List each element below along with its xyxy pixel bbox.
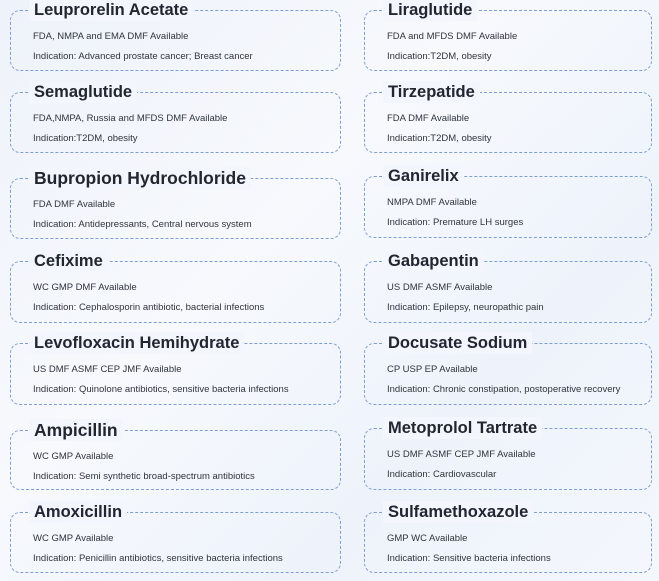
product-indication: Indication: Advanced prostate cancer; Breast cancer bbox=[33, 51, 253, 62]
product-name: Ganirelix bbox=[383, 165, 464, 187]
product-approvals: FDA,NMPA, Russia and MFDS DMF Available bbox=[33, 113, 228, 124]
product-card-bupropion-hydrochloride bbox=[10, 168, 341, 239]
product-approvals: FDA and MFDS DMF Available bbox=[387, 31, 518, 42]
product-card-ampicillin bbox=[10, 420, 341, 490]
product-indication: Indication: Cephalosporin antibiotic, bacterial infections bbox=[33, 302, 265, 313]
product-card-semaglutide bbox=[10, 83, 341, 153]
product-indication: Indication: Antidepressants, Central nervous system bbox=[33, 219, 252, 230]
product-name: Gabapentin bbox=[383, 250, 484, 272]
product-indication: Indication: Sensitive bacteria infections bbox=[387, 553, 551, 564]
product-name: Amoxicillin bbox=[29, 501, 127, 523]
product-name: Leuprorelin Acetate bbox=[29, 0, 193, 21]
product-card-ganirelix bbox=[364, 167, 652, 238]
product-indication: Indication: Semi synthetic broad-spectrum antibiotics bbox=[33, 471, 255, 482]
product-name: Metoprolol Tartrate bbox=[383, 417, 542, 439]
product-card-docusate-sodium bbox=[364, 334, 652, 405]
product-card-leuprorelin-acetate bbox=[10, 1, 341, 71]
product-name: Cefixime bbox=[29, 250, 108, 272]
product-card-cefixime bbox=[10, 252, 341, 323]
product-indication: Indication: Premature LH surges bbox=[387, 217, 524, 228]
product-name: Levofloxacin Hemihydrate bbox=[29, 332, 244, 354]
product-indication: Indication: Chronic constipation, postoperative recovery bbox=[387, 384, 621, 395]
product-name: Tirzepatide bbox=[383, 81, 480, 103]
product-approvals: WC GMP DMF Available bbox=[33, 282, 137, 293]
product-card-tirzepatide bbox=[364, 83, 652, 153]
product-approvals: US DMF ASMF Available bbox=[387, 282, 493, 293]
product-card-gabapentin bbox=[364, 252, 652, 323]
product-indication: Indication: Quinolone antibiotics, sensitive bacteria infections bbox=[33, 384, 289, 395]
product-name: Liraglutide bbox=[383, 0, 477, 21]
product-approvals: FDA, NMPA and EMA DMF Available bbox=[33, 31, 189, 42]
product-approvals: US DMF ASMF CEP JMF Available bbox=[33, 364, 182, 375]
product-approvals: CP USP EP Available bbox=[387, 364, 478, 375]
product-indication: Indication: Penicillin antibiotics, sensitive bacteria infections bbox=[33, 553, 283, 564]
product-indication: Indication:T2DM, obesity bbox=[33, 133, 138, 144]
product-name: Bupropion Hydrochloride bbox=[29, 167, 251, 189]
product-indication: Indication: Cardiovascular bbox=[387, 469, 497, 480]
product-approvals: GMP WC Available bbox=[387, 533, 468, 544]
product-name: Sulfamethoxazole bbox=[383, 501, 533, 523]
product-name: Ampicillin bbox=[29, 419, 123, 441]
product-card-metoprolol-tartrate bbox=[364, 419, 652, 490]
product-card-sulfamethoxazole bbox=[364, 503, 652, 573]
product-name: Semaglutide bbox=[29, 81, 137, 103]
product-card-levofloxacin-hemihydrate bbox=[10, 334, 341, 405]
product-approvals: NMPA DMF Available bbox=[387, 197, 477, 208]
product-approvals: FDA DMF Available bbox=[387, 113, 470, 124]
product-approvals: WC GMP Available bbox=[33, 451, 114, 462]
product-name: Docusate Sodium bbox=[383, 332, 532, 354]
product-approvals: US DMF ASMF CEP JMF Available bbox=[387, 449, 536, 460]
product-indication: Indication:T2DM, obesity bbox=[387, 51, 492, 62]
product-approvals: FDA DMF Available bbox=[33, 199, 116, 210]
product-approvals: WC GMP Available bbox=[33, 533, 114, 544]
product-card-amoxicillin bbox=[10, 503, 341, 573]
product-indication: Indication: Epilepsy, neuropathic pain bbox=[387, 302, 544, 313]
product-indication: Indication:T2DM, obesity bbox=[387, 133, 492, 144]
product-card-liraglutide bbox=[364, 1, 652, 71]
